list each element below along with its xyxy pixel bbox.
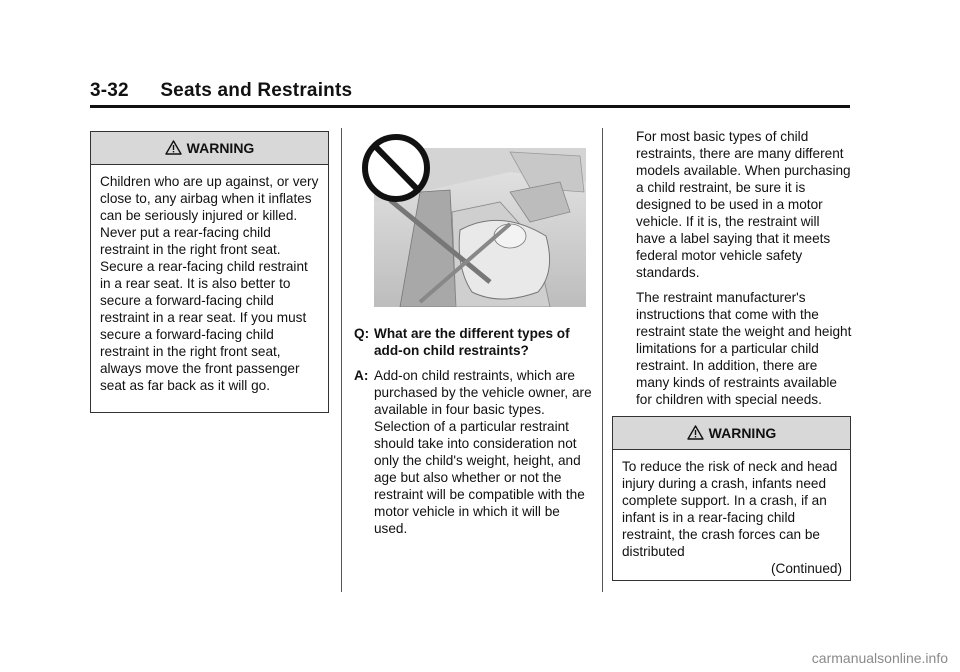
continued-label: (Continued) <box>770 561 842 576</box>
warning-triangle-icon <box>165 140 182 155</box>
warning-body <box>613 450 850 583</box>
header-rule <box>90 105 850 108</box>
watermark: carmanualsonline.info <box>811 650 948 666</box>
paragraph-child-restraint-models: For most basic types of child restraints, there are many different models available. When purchasing a child restraint, be sure it is designed to be used in a motor vehicle. If it is, the restraint will have a label saying that it meets federal motor vehicle safety standards. <box>636 129 851 280</box>
qa-section <box>354 325 592 537</box>
question-text: What are the different types of add-on child restraints? <box>374 326 570 358</box>
warning-title: WARNING <box>186 140 255 156</box>
rear-facing-seat-illustration <box>360 132 586 307</box>
column-divider-right <box>602 128 603 592</box>
question-label: Q: <box>354 326 370 341</box>
answer-text: Add-on child restraints, which are purchased by the vehicle owner, are available in four basic types. Selection of a particular restraint should take into consideration not only the child's weight, height, and age but also whether or not the restraint will be compatible with the motor vehicle in which it will be used. <box>374 368 592 536</box>
warning-triangle-icon <box>687 425 704 440</box>
paragraph-manufacturer-instructions: The restraint manufacturer's instructions that come with the restraint state the weight and height limitations for a particular child restraint. In addition, there are many kinds of restraints available for children with special needs. <box>636 290 852 407</box>
question-row <box>354 325 592 359</box>
answer-row <box>354 367 592 537</box>
right-column-text <box>636 128 852 416</box>
warning-title: WARNING <box>708 425 777 441</box>
answer-label: A: <box>354 368 369 383</box>
page-number: 3-32 <box>90 80 129 101</box>
column-divider-left <box>341 128 342 592</box>
warning-box-airbag <box>90 131 329 413</box>
warning-box-infant-support <box>612 416 851 581</box>
warning-text: To reduce the risk of neck and head injury during a crash, infants need complete support. In a crash, if an infant is in a rear-facing child restraint, the crash forces can be distributed <box>622 459 838 559</box>
section-title: Seats and Restraints <box>160 80 353 101</box>
warning-header <box>613 417 850 450</box>
warning-text: Children who are up against, or very close to, any airbag when it inflates can be seriously injured or killed. Never put a rear-facing child restraint in the right front seat. Secure a rear-facing child restraint in a rear seat. It is also better to secure a forward-facing child restraint in a rear seat. If you must secure a forward-facing child restraint in the right front seat, always move the front passenger seat as far back as it will go. <box>100 174 319 393</box>
prohibition-icon <box>365 137 427 199</box>
warning-header <box>91 132 328 165</box>
page-header <box>90 80 352 102</box>
